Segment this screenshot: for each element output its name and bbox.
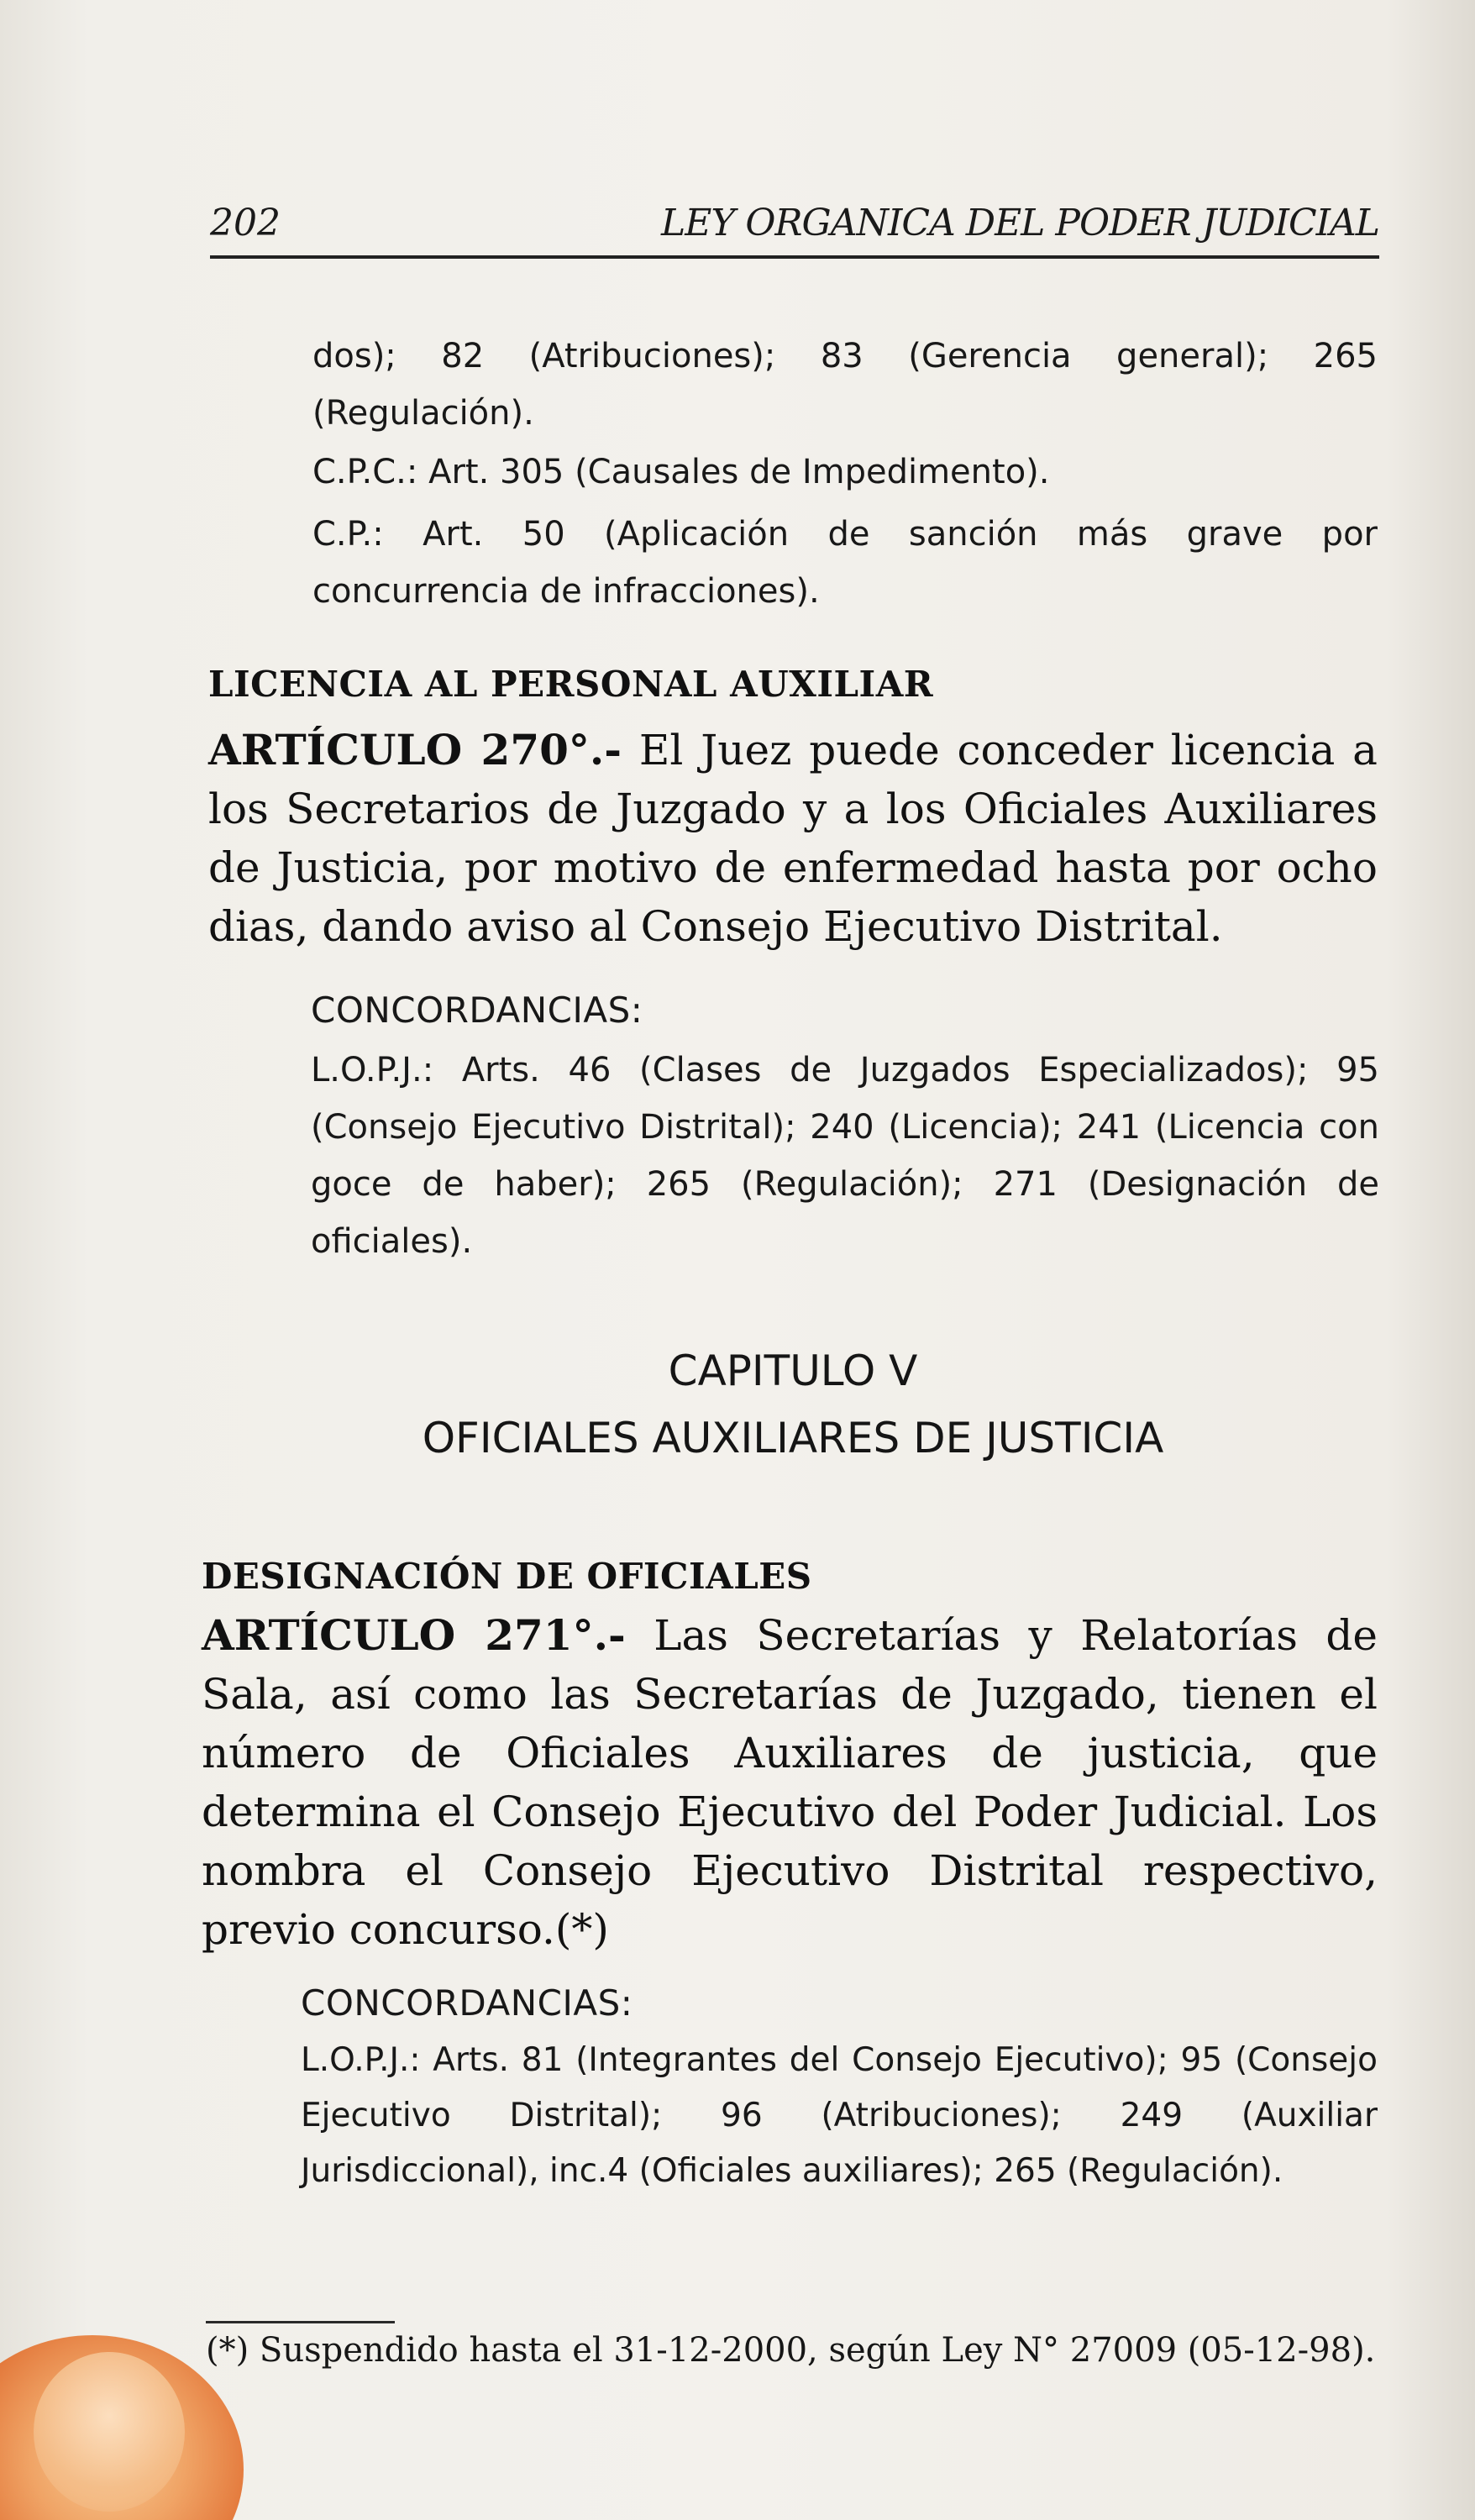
- concordance-cp: C.P.: Art. 50 (Aplicación de sanción más grave por concurrencia de infracciones).: [312, 515, 1378, 611]
- footnote-rule: [206, 2321, 395, 2323]
- concordances-title-271: CONCORDANCIAS:: [301, 1982, 633, 2024]
- concordances-title-270: CONCORDANCIAS:: [311, 990, 643, 1031]
- section-heading-licencia: LICENCIA AL PERSONAL AUXILIAR: [208, 664, 934, 705]
- concordance-cpc: C.P.C.: Art. 305 (Causales de Impedimento).: [312, 453, 1050, 491]
- chapter-number: CAPITULO V: [668, 1347, 918, 1395]
- footnote: (*) Suspendido hasta el 31-12-2000, según Ley N° 27009 (05-12-98).: [206, 2331, 1376, 2370]
- article-271-text: Las Secretarías y Relatorías de Sala, así como las Secretarías de Juzgado, tienen el número de Oficiales Auxiliares de justicia, que determina el Consejo Ejecutivo del Poder Judicial. Los nombra el Consejo Ejecutivo Distrital respectivo, previo concurso.(*): [202, 1611, 1378, 1954]
- article-270-text: El Juez puede conceder licencia a los Secretarios de Juzgado y a los Oficiales Auxiliares de Justicia, por motivo de enfermedad hasta por ocho dias, dando aviso al Consejo Ejecutivo Distrital.: [208, 726, 1378, 951]
- concordances-text-271: L.O.P.J.: Arts. 81 (Integrantes del Consejo Ejecutivo); 95 (Consejo Ejecutivo Distrital); 96 (Atribuciones); 249 (Auxiliar Jurisdiccional), inc.4 (Oficiales auxiliares); 265 (Regulación).: [301, 2041, 1378, 2190]
- article-271-label: ARTÍCULO 271°.-: [202, 1610, 626, 1660]
- running-head: LEY ORGANICA DEL PODER JUDICIAL: [660, 202, 1379, 244]
- page-header: [210, 200, 1379, 259]
- article-271: [202, 1606, 1378, 1959]
- article-270: [208, 721, 1378, 956]
- article-270-label: ARTÍCULO 270°.-: [208, 725, 622, 774]
- concordances-text-270: L.O.P.J.: Arts. 46 (Clases de Juzgados Especializados); 95 (Consejo Ejecutivo Distrital); 240 (Licencia); 241 (Licencia con goce de haber); 265 (Regulación); 271 (Designación de oficiales).: [311, 1051, 1379, 1261]
- section-heading-designacion: DESIGNACIÓN DE OFICIALES: [202, 1556, 812, 1597]
- chapter-title: OFICIALES AUXILIARES DE JUSTICIA: [422, 1414, 1164, 1462]
- page-number: 202: [210, 202, 281, 244]
- concordance-continuation: dos); 82 (Atribuciones); 83 (Gerencia general); 265 (Regulación).: [312, 337, 1378, 433]
- thumbnail-highlight: [34, 2352, 185, 2512]
